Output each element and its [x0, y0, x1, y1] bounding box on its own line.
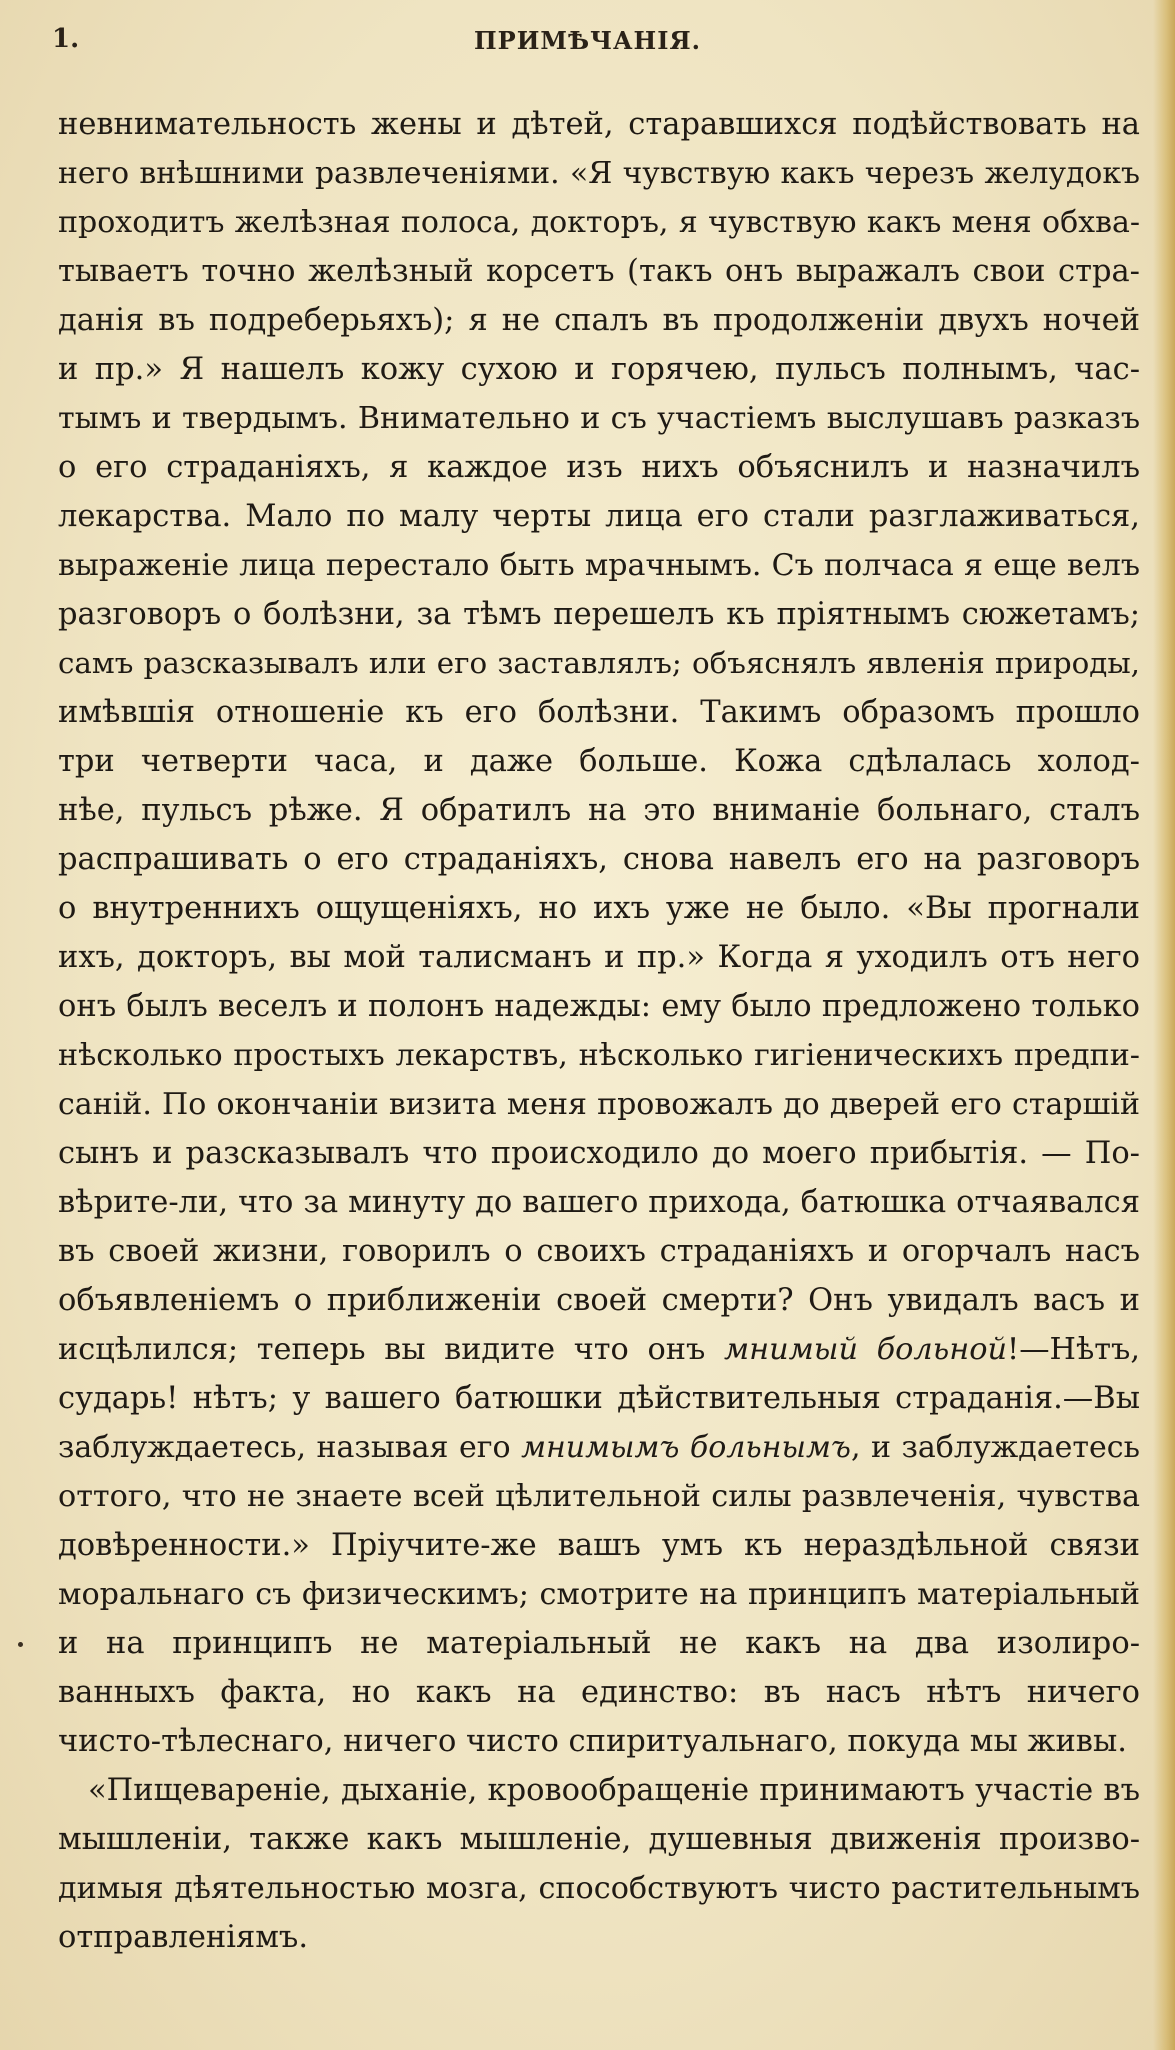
text-line: «Пищевареніе, дыханіе, кровообращеніе принимаютъ участіе въ: [88, 1773, 1140, 1808]
text-segment: исцѣлился; теперь вы видите что онъ: [58, 1332, 724, 1367]
text-segment: , и заблуждаетесь: [850, 1430, 1140, 1465]
text-line: распрашивать о его страданіяхъ, снова навелъ его на разговоръ: [58, 842, 1140, 877]
text-line: сударь! нѣтъ; у вашего батюшки дѣйствительныя страданія.—Вы: [58, 1381, 1140, 1416]
page-header: [0, 22, 1175, 62]
running-title: ПРИМѢЧАНІЯ.: [474, 26, 701, 55]
italic-phrase: мнимый больной: [723, 1332, 1008, 1367]
text-segment: заблуждаетесь, называя его: [58, 1430, 522, 1465]
text-line: оттого, что не знаете всей цѣлительной силы развлеченія, чувства: [58, 1479, 1140, 1514]
text-line: имѣвшія отношеніе къ его болѣзни. Такимъ образомъ прошло: [58, 695, 1140, 730]
text-line: ванныхъ факта, но какъ на единство: въ насъ нѣтъ ничего: [58, 1675, 1140, 1710]
body-text: [58, 100, 1140, 1962]
text-line: объявленіемъ о приближеніи своей смерти? Онъ увидалъ васъ и: [58, 1283, 1140, 1318]
text-line: выраженіе лица перестало быть мрачнымъ. Съ полчаса я еще велъ: [58, 548, 1140, 583]
page-edge-shading: [1153, 0, 1175, 2050]
text-line: довѣренности.» Пріучите-же вашъ умъ къ нераздѣльной связи: [58, 1528, 1140, 1563]
text-line: тываетъ точно желѣзный корсетъ (такъ онъ выражалъ свои стра-: [58, 254, 1140, 289]
ink-speck: [18, 1642, 23, 1647]
text-line: лекарства. Мало по малу черты лица его стали разглаживаться,: [58, 499, 1140, 534]
text-line: тымъ и твердымъ. Внимательно и съ участіемъ выслушавъ разказъ: [58, 401, 1140, 436]
text-line: невнимательность жены и дѣтей, старавшихся подѣйствовать на: [58, 107, 1140, 142]
text-line: чисто-тѣлеснаго, ничего чисто спиритуальнаго, покуда мы живы.: [58, 1724, 1127, 1759]
text-line: отправленіямъ.: [58, 1920, 309, 1955]
text-line: нѣе, пульсъ рѣже. Я обратилъ на это вниманіе больнаго, сталъ: [58, 793, 1140, 828]
text-line: проходитъ желѣзная полоса, докторъ, я чувствую какъ меня обхва-: [58, 205, 1140, 240]
text-line-with-italic: [58, 1423, 1140, 1472]
text-line: мышленіи, также какъ мышленіе, душевныя движенія произво-: [58, 1822, 1140, 1857]
text-line: димыя дѣятельностью мозга, способствуютъ чисто растительнымъ: [58, 1871, 1140, 1906]
text-line: самъ разсказывалъ или его заставлялъ; объяснялъ явленія природы,: [58, 646, 1140, 680]
text-line-with-italic: [58, 1325, 1140, 1374]
text-line: моральнаго съ физическимъ; смотрите на принципъ матеріальный: [58, 1577, 1140, 1612]
text-line: о его страданіяхъ, я каждое изъ нихъ объяснилъ и назначилъ: [58, 450, 1140, 485]
text-line: вѣрите-ли, что за минуту до вашего прихода, батюшка отчаявался: [58, 1185, 1140, 1220]
text-line: въ своей жизни, говорилъ о своихъ страданіяхъ и огорчалъ насъ: [58, 1234, 1140, 1269]
text-segment: !—Нѣтъ,: [1007, 1332, 1140, 1367]
text-line: и пр.» Я нашелъ кожу сухою и горячею, пульсъ полнымъ, час-: [58, 352, 1140, 387]
text-line: три четверти часа, и даже больше. Кожа сдѣлалась холод-: [58, 744, 1140, 779]
text-line: о внутреннихъ ощущеніяхъ, но ихъ уже не было. «Вы прогнали: [58, 891, 1140, 926]
text-line: нѣсколько простыхъ лекарствъ, нѣсколько гигіеническихъ предпи-: [58, 1038, 1140, 1073]
text-line: саній. По окончаніи визита меня провожалъ до дверей его старшій: [58, 1087, 1140, 1122]
page-number: 1.: [52, 24, 80, 54]
text-line: разговоръ о болѣзни, за тѣмъ перешелъ къ пріятнымъ сюжетамъ;: [58, 597, 1140, 632]
text-line: онъ былъ веселъ и полонъ надежды: ему было предложено только: [58, 989, 1140, 1024]
text-line: него внѣшними развлеченіями. «Я чувствую какъ черезъ желудокъ: [58, 156, 1140, 191]
italic-phrase: мнимымъ больнымъ: [521, 1430, 851, 1465]
text-line: и на принципъ не матеріальный не какъ на два изолиро-: [58, 1626, 1140, 1661]
text-line: данія въ подреберьяхъ); я не спалъ въ продолженіи двухъ ночей: [58, 303, 1140, 338]
text-line: ихъ, докторъ, вы мой талисманъ и пр.» Когда я уходилъ отъ него: [58, 940, 1140, 975]
text-line: сынъ и разсказывалъ что происходило до моего прибытія. — По-: [58, 1136, 1140, 1171]
